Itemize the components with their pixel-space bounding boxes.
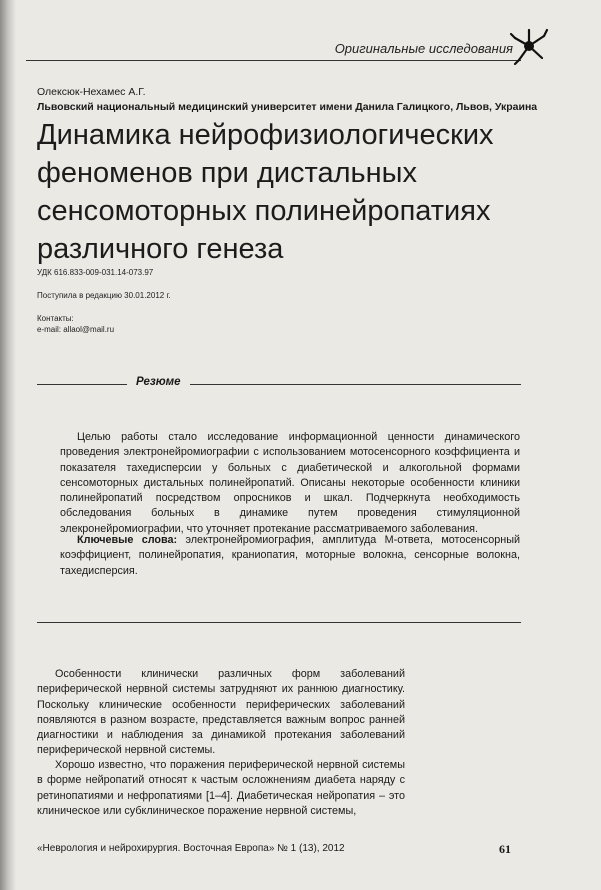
keywords-label: Ключевые слова: — [77, 534, 178, 546]
keywords-text: электронейромиография, амплитуда М-ответа, мотосенсорный коэффициент, полинейропатия, краниопатия, моторные волокна, сенсорные волокна, тахедисперсия. — [60, 534, 520, 577]
title-line: феноменов при дистальных — [37, 157, 417, 189]
contacts-label: Контакты: — [37, 314, 74, 323]
title-line: сенсомоторных полинейропатиях — [37, 195, 491, 227]
title-line: различного генеза — [37, 233, 284, 265]
abstract-rule-left — [37, 384, 127, 385]
journal-footer: «Неврология и нейрохирургия. Восточная Европа» № 1 (13), 2012 — [37, 843, 345, 854]
body-paragraph: Хорошо известно, что поражения периферической нервной системы в форме нейропатий относят к частым осложнениям диабета наряду с ретинопатиями и нефропатиями [1–4]. Диабетическая нейропатия – это клиническое или субклиническое поражение нервной системы, — [37, 759, 405, 817]
title-line: Динамика нейрофизиологических — [37, 119, 494, 151]
body-paragraph: Особенности клинически различных форм заболеваний периферической нервной системы затрудняют их раннюю диагностику. Поскольку клинические особенности периферических заболеваний появляются в разном возрасте, представляется важным вопрос ранней диагностики и наблюдения за динамикой протекания заболеваний периферической нервной системы. — [37, 668, 405, 757]
affiliation: Львовский национальный медицинский университет имени Данила Галицкого, Львов, Украина — [37, 101, 538, 113]
keywords — [60, 533, 520, 579]
page-number: 61 — [499, 842, 511, 856]
page-gutter-shadow — [0, 0, 16, 890]
author: Олексюк-Нехамес А.Г. — [37, 86, 146, 98]
udk-code: УДК 616.833-009-031.14-073.97 — [37, 268, 154, 277]
received-date: Поступила в редакцию 30.01.2012 г. — [37, 291, 171, 300]
abstract-rule-right — [190, 384, 521, 385]
article-title — [37, 116, 557, 268]
contact-email: e-mail: allaol@mail.ru — [37, 325, 115, 334]
abstract-text: Целью работы стало исследование информационной ценности динамического проведения электронейромиографии с использованием мотосенсорного коэффициента и показателя тахедисперсии у больных с диабетической и алкогольной формами сенсомоторных дистальных полинейропатий. Описаны некоторые особенности клиники полинейропатий посредством опросников и шкал. Подчеркнута необходимость обследования больных в динамике путем проведения стимуляционной элекронейромиографии, что уточняет протекание рассматриваемого заболевания. — [60, 431, 520, 535]
abstract-heading: Резюме — [136, 376, 181, 388]
abstract-end-rule — [37, 622, 521, 623]
header-rule — [26, 60, 521, 61]
neuron-icon — [509, 26, 549, 66]
section-title: Оригинальные исследования — [334, 41, 513, 56]
